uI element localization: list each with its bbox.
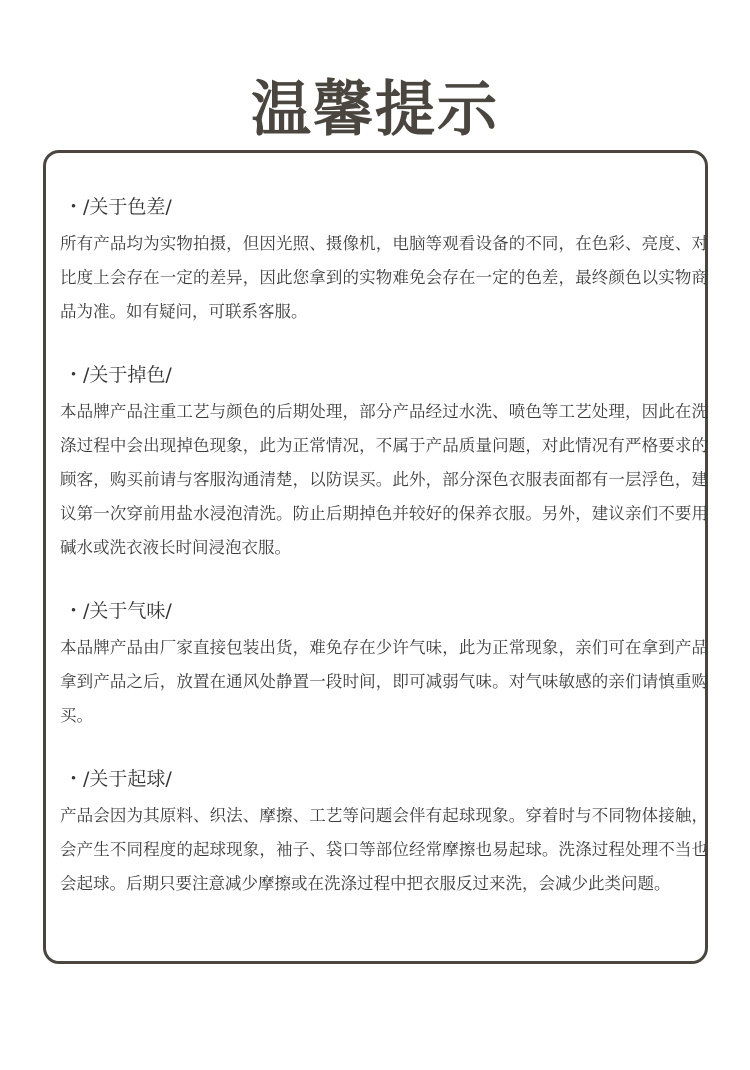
- page-title: 温馨提示: [251, 75, 499, 146]
- section-body-pilling: 产品会因为其原料、织法、摩擦、工艺等问题会伴有起球现象。穿着时与不同物体接触，会产生不同程度的起球现象，袖子、袋口等部位经常摩擦也易起球。洗涤过程处理不当也会起球。后期只要注意减少摩擦或在洗涤过程中把衣服反过来洗，会减少此类问题。: [60, 806, 708, 893]
- section-body-fading: 本品牌产品注重工艺与颜色的后期处理，部分产品经过水洗、喷色等工艺处理，因此在洗涤过程中会出现掉色现象，此为正常情况，不属于产品质量问题，对此情况有严格要求的顾客，购买前请与客服沟通清楚，以防误买。此外，部分深色衣服表面都有一层浮色，建议第一次穿前用盐水浸泡清洗。防止后期掉色并较好的保养衣服。另外，建议亲们不要用碱水或洗衣液长时间浸泡衣服。: [60, 402, 708, 557]
- section-color-difference: [60, 195, 708, 329]
- section-fading: [60, 363, 708, 565]
- section-heading-fading: ・/关于掉色/: [64, 364, 172, 386]
- section-heading-odor: ・/关于气味/: [64, 600, 172, 622]
- section-pilling: [60, 767, 708, 901]
- section-body-odor: 本品牌产品由厂家直接包装出货，难免存在少许气味，此为正常现象，亲们可在拿到产品拿到产品之后，放置在通风处静置一段时间，即可减弱气味。对气味敏感的亲们请慎重购买。: [60, 638, 708, 725]
- notice-box: [43, 150, 708, 964]
- section-body-color-difference: 所有产品均为实物拍摄，但因光照、摄像机，电脑等观看设备的不同，在色彩、亮度、对比度上会存在一定的差异，因此您拿到的实物难免会存在一定的色差，最终颜色以实物商品为准。如有疑问，可联系客服。: [60, 234, 708, 321]
- section-heading-pilling: ・/关于起球/: [64, 768, 172, 790]
- section-heading-color-difference: ・/关于色差/: [64, 196, 172, 218]
- section-odor: [60, 599, 708, 733]
